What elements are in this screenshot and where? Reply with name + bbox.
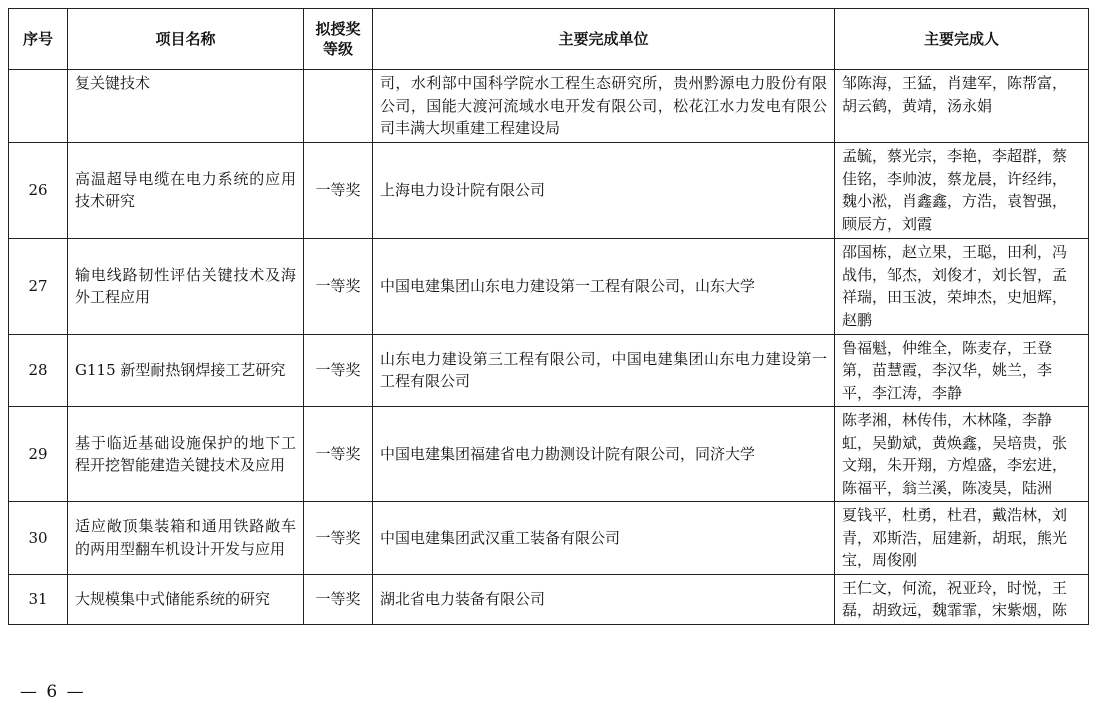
page-number: — 6 — (20, 682, 86, 702)
row-award-grade: 一等奖 (304, 142, 373, 238)
row-serial (9, 70, 68, 143)
row-project-name: 高温超导电缆在电力系统的应用技术研究 (68, 142, 304, 238)
table-row (9, 334, 1089, 407)
row-award-grade: 一等奖 (304, 407, 373, 502)
row-serial: 28 (9, 334, 68, 407)
row-award-grade: 一等奖 (304, 574, 373, 624)
table-row (9, 574, 1089, 624)
row-main-people: 陈孝湘，林传伟，木林隆，李静虹，吴勤斌，黄焕鑫，吴培贵，张文翔，朱开翔，方煌盛，李宏进，陈福平，翁兰溪，陈凌昊，陆洲 (835, 407, 1089, 502)
row-serial: 31 (9, 574, 68, 624)
header-main-units: 主要完成单位 (373, 9, 835, 70)
table-row (9, 238, 1089, 334)
row-award-grade: 一等奖 (304, 334, 373, 407)
table-row (9, 502, 1089, 575)
row-serial: 30 (9, 502, 68, 575)
row-main-people: 邹陈海，王猛，肖建军，陈帮富，胡云鹤，黄靖，汤永娟 (835, 70, 1089, 143)
row-main-people: 邵国栋，赵立果，王聪，田利，冯战伟，邹杰，刘俊才，刘长智，孟祥瑞，田玉波，荣坤杰，史旭辉，赵鹏 (835, 238, 1089, 334)
header-main-people: 主要完成人 (835, 9, 1089, 70)
table-row (9, 142, 1089, 238)
row-main-units: 司，水利部中国科学院水工程生态研究所，贵州黔源电力股份有限公司，国能大渡河流域水电开发有限公司，松花江水力发电有限公司丰满大坝重建工程建设局 (373, 70, 835, 143)
row-project-name: 输电线路韧性评估关键技术及海外工程应用 (68, 238, 304, 334)
row-main-people: 孟毓，蔡光宗，李艳，李超群，蔡佳铭，李帅波，蔡龙晨，许经纬，魏小淞，肖鑫鑫，方浩，袁智强，顾辰方，刘霞 (835, 142, 1089, 238)
header-project-name: 项目名称 (68, 9, 304, 70)
row-project-name: 复关键技术 (68, 70, 304, 143)
row-award-grade: 一等奖 (304, 502, 373, 575)
row-main-units: 湖北省电力装备有限公司 (373, 574, 835, 624)
awards-table (8, 8, 1089, 625)
row-project-name: 基于临近基础设施保护的地下工程开挖智能建造关键技术及应用 (68, 407, 304, 502)
row-main-units: 上海电力设计院有限公司 (373, 142, 835, 238)
table-header-row (9, 9, 1089, 70)
table-row (9, 407, 1089, 502)
row-serial: 26 (9, 142, 68, 238)
header-serial: 序号 (9, 9, 68, 70)
row-project-name: 大规模集中式储能系统的研究 (68, 574, 304, 624)
header-award-grade: 拟授奖 等级 (304, 9, 373, 70)
row-main-people: 夏钱平，杜勇，杜君，戴浩林，刘青，邓斯浩，屈建新，胡珉，熊光宝，周俊刚 (835, 502, 1089, 575)
row-project-name: 适应敞顶集装箱和通用铁路敞车的两用型翻车机设计开发与应用 (68, 502, 304, 575)
row-award-grade: 一等奖 (304, 238, 373, 334)
row-main-units: 中国电建集团山东电力建设第一工程有限公司，山东大学 (373, 238, 835, 334)
table-row (9, 70, 1089, 143)
row-project-name: G115 新型耐热钢焊接工艺研究 (68, 334, 304, 407)
row-serial: 29 (9, 407, 68, 502)
row-main-people: 王仁文，何流，祝亚玲，时悦，王磊，胡致远，魏霏霏，宋紫烟，陈 (835, 574, 1089, 624)
row-award-grade (304, 70, 373, 143)
row-main-units: 中国电建集团武汉重工装备有限公司 (373, 502, 835, 575)
row-main-units: 中国电建集团福建省电力勘测设计院有限公司，同济大学 (373, 407, 835, 502)
row-main-people: 鲁福魁，仲维全，陈麦存，王登第，苗慧霞，李汉华，姚兰，李平，李江涛，李静 (835, 334, 1089, 407)
row-serial: 27 (9, 238, 68, 334)
row-main-units: 山东电力建设第三工程有限公司，中国电建集团山东电力建设第一工程有限公司 (373, 334, 835, 407)
